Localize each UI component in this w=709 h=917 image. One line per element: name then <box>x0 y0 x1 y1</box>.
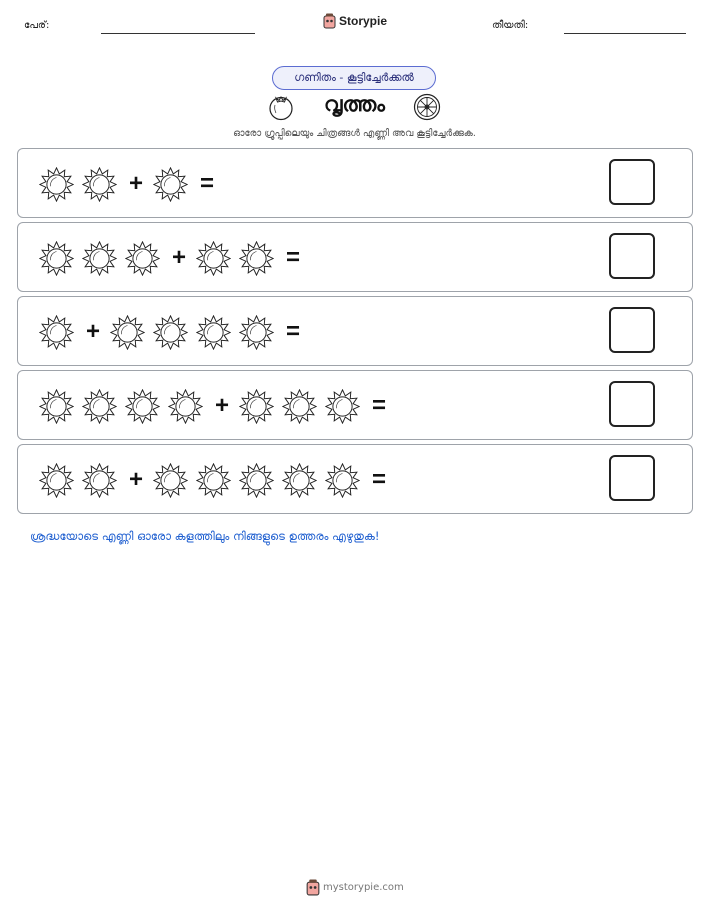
equals-sign: = <box>286 244 301 271</box>
storypie-logo-icon <box>306 879 320 896</box>
sun-icon <box>282 389 317 424</box>
wheel-icon <box>413 93 441 121</box>
plus-sign: + <box>129 466 144 493</box>
right-group <box>196 241 282 276</box>
problem-row <box>17 370 693 440</box>
sun-icon <box>239 463 274 498</box>
sun-icon <box>239 241 274 276</box>
sun-icon <box>325 463 360 498</box>
equals-sign: = <box>286 318 301 345</box>
sun-icon <box>39 241 74 276</box>
sun-icon <box>39 167 74 202</box>
equals-sign: = <box>200 170 215 197</box>
problem-row <box>17 444 693 514</box>
answer-box[interactable] <box>609 455 655 501</box>
left-group <box>39 167 125 202</box>
plus-sign: + <box>86 318 101 345</box>
footer-site[interactable]: mystorypie.com <box>323 882 404 893</box>
equation <box>39 386 396 426</box>
logo-text: Storypie <box>339 14 388 28</box>
equation <box>39 238 310 278</box>
right-group <box>153 463 368 498</box>
equals-sign: = <box>372 392 387 419</box>
right-group <box>110 315 282 350</box>
sun-icon <box>325 389 360 424</box>
sun-icon <box>39 389 74 424</box>
sun-icon <box>153 167 188 202</box>
header-logo <box>323 13 387 29</box>
answer-box[interactable] <box>609 159 655 205</box>
sun-icon <box>82 167 117 202</box>
sun-icon <box>168 389 203 424</box>
left-group <box>39 241 168 276</box>
sun-icon <box>110 315 145 350</box>
problem-row <box>17 222 693 292</box>
sun-icon <box>239 315 274 350</box>
page-title: വൃത്തം <box>324 92 385 116</box>
left-group <box>39 463 125 498</box>
sun-icon <box>282 463 317 498</box>
sun-icon <box>82 241 117 276</box>
equation <box>39 164 224 204</box>
plus-sign: + <box>172 244 187 271</box>
sun-icon <box>82 389 117 424</box>
answer-box[interactable] <box>609 233 655 279</box>
problem-row <box>17 296 693 366</box>
right-group <box>153 167 196 202</box>
instructions: ഓരോ ഗ്രൂപ്പിലെയും ചിത്രങ്ങൾ എണ്ണി അവ കൂട്ടിച്ചേർക്കുക. <box>233 128 476 139</box>
plus-sign: + <box>129 170 144 197</box>
sun-icon <box>196 241 231 276</box>
answer-box[interactable] <box>609 307 655 353</box>
right-group <box>239 389 368 424</box>
equals-sign: = <box>372 466 387 493</box>
equation <box>39 460 396 500</box>
answer-box[interactable] <box>609 381 655 427</box>
title-row <box>0 88 709 126</box>
sun-icon <box>125 241 160 276</box>
sun-icon <box>39 315 74 350</box>
sun-icon <box>39 463 74 498</box>
sun-icon <box>82 463 117 498</box>
problem-row <box>17 148 693 218</box>
equation <box>39 312 310 352</box>
sun-icon <box>196 463 231 498</box>
name-label: പേര്: <box>24 20 50 31</box>
topic-tag: ഗണിതം - കൂട്ടിച്ചേർക്കൽ <box>272 66 436 90</box>
sun-icon <box>196 315 231 350</box>
note-text: ശ്രദ്ധയോടെ എണ്ണി ഓരോ കളത്തിലും നിങ്ങളുടെ ഉത്തരം എഴുതുക! <box>30 529 380 543</box>
sun-icon <box>153 315 188 350</box>
name-line[interactable] <box>101 33 255 34</box>
footer <box>306 879 404 896</box>
sun-icon <box>239 389 274 424</box>
sun-icon <box>125 389 160 424</box>
storypie-logo-icon <box>323 13 336 29</box>
left-group <box>39 389 211 424</box>
plus-sign: + <box>215 392 230 419</box>
date-label: തീയതി: <box>492 20 529 31</box>
sun-icon <box>153 463 188 498</box>
date-line[interactable] <box>564 33 686 34</box>
left-group <box>39 315 82 350</box>
